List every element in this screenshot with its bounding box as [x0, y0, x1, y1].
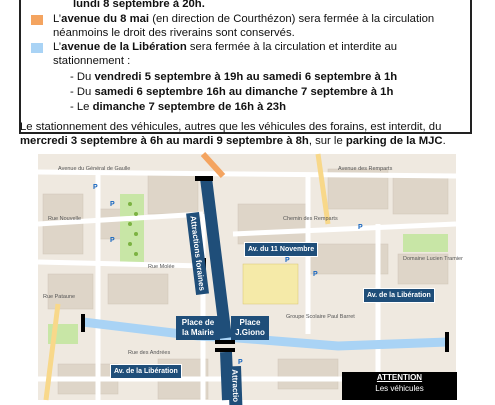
notice-line-end: lundi 8 septembre à 20h. — [73, 0, 205, 10]
street-map — [38, 154, 463, 403]
street-rue-pataune: Rue Pataune — [43, 294, 76, 300]
attractions-foraines-label-south: Attractio — [228, 366, 242, 405]
svg-text:P: P — [238, 359, 243, 366]
street-ecole-prim: Groupe Scolaire Paul Barret — [286, 314, 355, 320]
attention-text: Les véhicules — [375, 384, 424, 393]
notice-box — [19, 0, 472, 134]
street-remparts-avenue: Avenue des Remparts — [338, 166, 393, 172]
svg-text:P: P — [93, 184, 98, 191]
svg-text:P: P — [110, 237, 115, 244]
item2-line2: stationnement : — [53, 55, 131, 67]
street-general-de-gaulle: Avenue du Général de Gaulle — [58, 166, 131, 172]
av-liberation-label-left: Av. de la Libération — [110, 364, 182, 379]
street-rue-des-andrees: Rue des Andrées — [128, 350, 171, 356]
av-liberation-label-right: Av. de la Libération — [363, 288, 435, 303]
svg-text:P: P — [358, 224, 363, 231]
map-drawing — [38, 154, 456, 400]
svg-text:P: P — [110, 201, 115, 208]
street-chemin-remparts: Chemin des Remparts — [283, 216, 338, 222]
place-giono-label: Place J.Giono — [231, 316, 269, 340]
svg-text:P: P — [285, 257, 290, 264]
place-de-la-mairie-label: Place de la Mairie — [176, 316, 220, 340]
orange-legend-swatch — [31, 15, 43, 25]
date-item-2: - Du samedi 6 septembre 16h au dimanche 7 septembre à 1h — [70, 86, 394, 98]
attractions-foraines-label: Attractions foraines — [186, 212, 209, 295]
svg-text:P: P — [313, 271, 318, 278]
date-item-1: - Du vendredi 5 septembre à 19h au samedi 6 septembre à 1h — [70, 71, 398, 83]
street-lucien-tramier: Domaine Lucien Tramier — [403, 256, 463, 262]
attention-title: ATTENTION — [376, 373, 423, 382]
blue-legend-swatch — [31, 43, 43, 53]
attention-box — [342, 372, 457, 400]
date-item-3: - Le dimanche 7 septembre de 16h à 23h — [70, 101, 286, 113]
item1-line2: néanmoins le droit des riverains sont conservés. — [53, 27, 295, 39]
street-rue-nouvelle: Rue Nouvelle — [48, 216, 82, 222]
street-rue-molee: Rue Molée — [148, 264, 175, 270]
parking-paragraph: Le stationnement des véhicules, autres que les véhicules des forains, est interdit, du mercredi 3 septembre à 6h au mardi 9 septembre à 8h, sur le parking de la MJC. — [20, 121, 446, 147]
item2-line1: L’avenue de la Libération sera fermée à la circulation et interdite au — [53, 41, 398, 53]
av-11-novembre-label: Av. du 11 Novembre — [244, 242, 318, 257]
item1-line1: L’avenue du 8 mai (en direction de Courthézon) sera fermée à la circulation — [53, 13, 435, 25]
